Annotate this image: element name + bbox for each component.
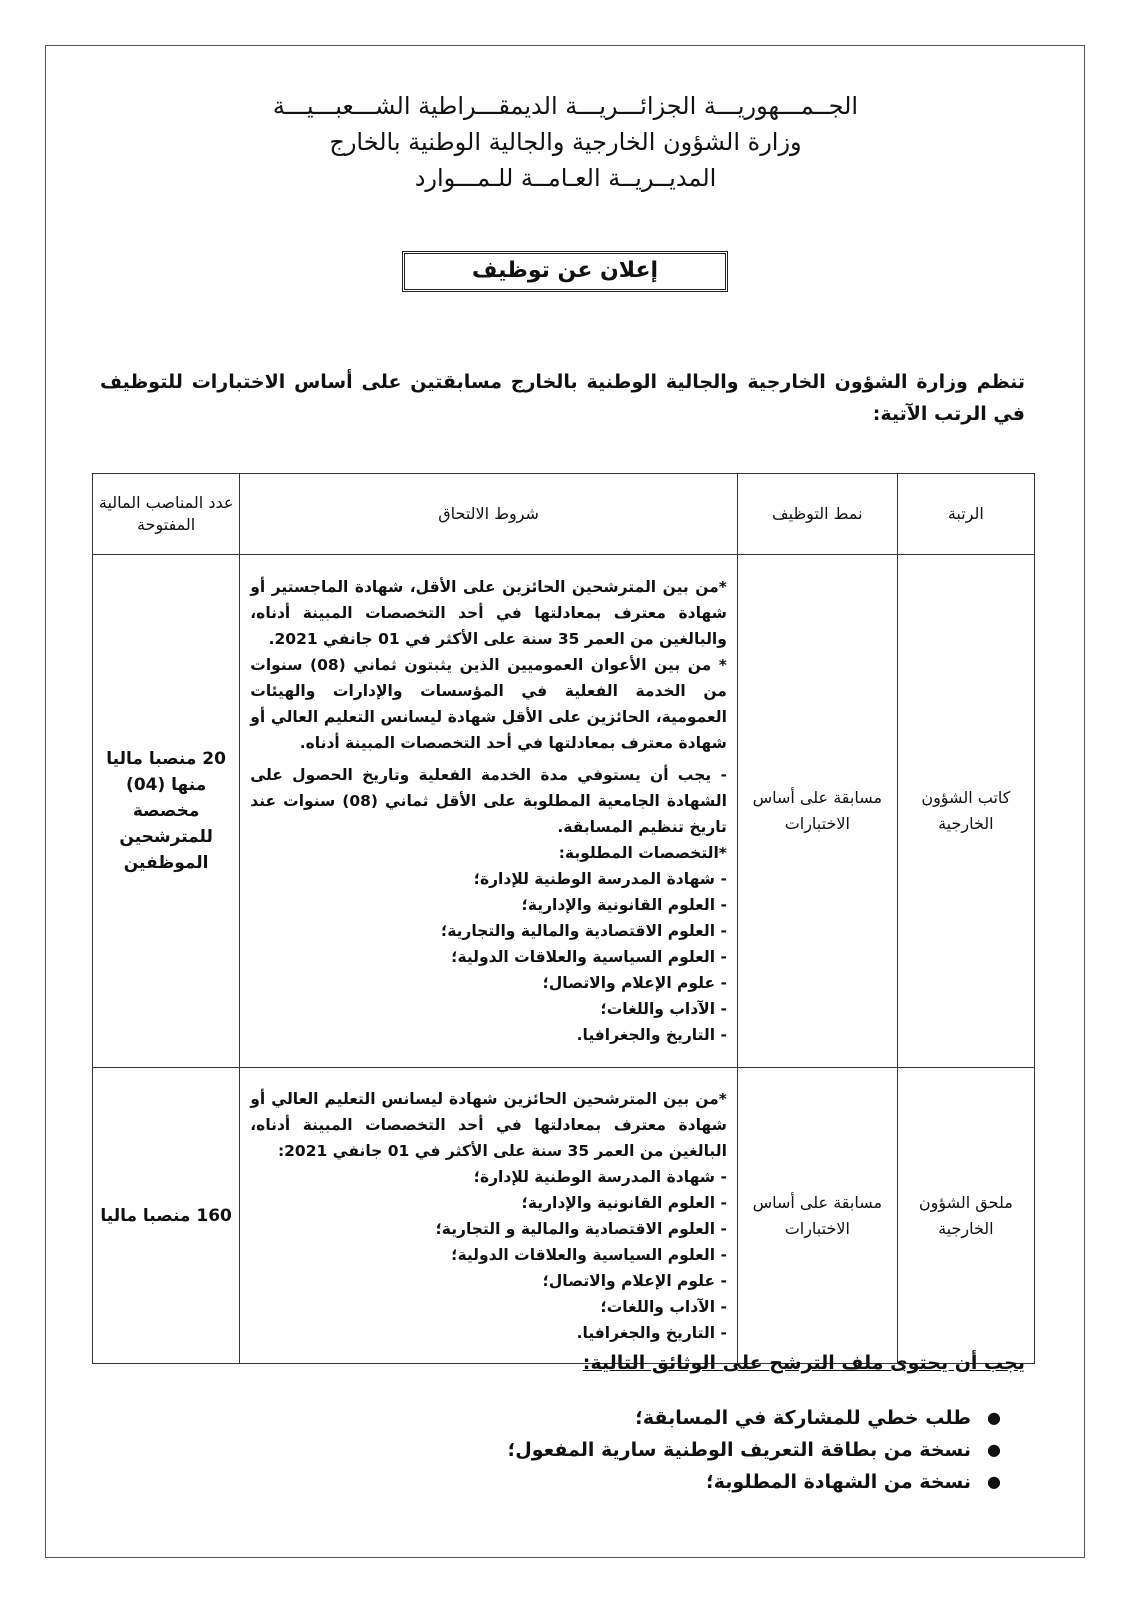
count-cell: 160 منصبا ماليا xyxy=(93,1068,240,1364)
table-row xyxy=(93,555,1035,1068)
list-item xyxy=(508,1402,1001,1434)
bullet-icon: ● xyxy=(987,1408,1001,1427)
header-republic: الجــمـــهوريـــة الجزائـــريـــة الديمقـــراطية الشـــعبـــيـــة xyxy=(272,92,859,120)
documents-title: يجب أن يحتوى ملف الترشح على الوثائق التالية: xyxy=(582,1352,1025,1374)
list-item xyxy=(507,1434,1001,1466)
list-item: - التاريخ والجغرافيا. xyxy=(250,1022,727,1048)
mode-cell: مسابقة على أساس الاختبارات xyxy=(737,555,897,1068)
specialties-list xyxy=(250,866,727,1048)
condition-paragraph: *من بين المترشحين الحائزين على الأقل، شهادة الماجستير أو شهادة معترف بمعادلتها في أحد التخصصات المبينة أدناه، والبالغين من العمر 35 سنة على الأكثر في 01 جانفي 2021. xyxy=(250,578,727,648)
document-item: نسخة من الشهادة المطلوبة؛ xyxy=(706,1471,971,1493)
list-item: - العلوم الاقتصادية والمالية و التجارية؛ xyxy=(250,1216,727,1242)
specialties-list xyxy=(250,1164,727,1346)
list-item: - الآداب واللغات؛ xyxy=(250,1294,727,1320)
list-item: - شهادة المدرسة الوطنية للإدارة؛ xyxy=(250,866,727,892)
header-count: عدد المناصب المالية المفتوحة xyxy=(93,474,240,555)
header-mode: نمط التوظيف xyxy=(737,474,897,555)
header-ministry: وزارة الشؤون الخارجية والجالية الوطنية بالخارج xyxy=(329,128,802,156)
list-item xyxy=(508,1466,1001,1498)
condition-paragraph: * من بين الأعوان العموميين الذين يثبتون ثماني (08) سنوات من الخدمة الفعلية في المؤسسات والإدارات والهيئات العمومية، الحائزين على الأقل شهادة ليسانس التعليم العالي أو شهادة معترف بمعادلتها في أحد التخصصات المبينة أدناه. xyxy=(250,656,727,752)
header-conditions: شروط الالتحاق xyxy=(240,474,738,555)
intro-paragraph: تنظم وزارة الشؤون الخارجية والجالية الوطنية بالخارج مسابقتين على أساس الاختبارات للتوظيف في الرتب الآتية: xyxy=(100,371,1025,425)
mode-cell: مسابقة على أساس الاختبارات xyxy=(737,1068,897,1364)
list-item: - العلوم القانونية والإدارية؛ xyxy=(250,1190,727,1216)
table-row xyxy=(93,1068,1035,1364)
document-header xyxy=(0,88,1131,196)
conditions-cell xyxy=(240,1068,738,1364)
list-item: - علوم الإعلام والاتصال؛ xyxy=(250,1268,727,1294)
document-item: نسخة من بطاقة التعريف الوطنية سارية المفعول؛ xyxy=(507,1439,971,1461)
rank-cell: كاتب الشؤون الخارجية xyxy=(897,555,1034,1068)
announcement-title: إعلان عن توظيف xyxy=(402,251,728,292)
specialties-title: *التخصصات المطلوبة: xyxy=(558,844,727,862)
document-item: طلب خطي للمشاركة في المسابقة؛ xyxy=(635,1407,971,1429)
list-item: - العلوم السياسية والعلاقات الدولية؛ xyxy=(250,1242,727,1268)
bullet-icon: ● xyxy=(987,1472,1001,1491)
table-header-row xyxy=(93,474,1035,555)
header-directorate: المديــريــة العـامــة للـمـــوارد xyxy=(414,164,717,192)
positions-table xyxy=(92,473,1035,1364)
conditions-cell xyxy=(240,555,738,1068)
list-item: - علوم الإعلام والاتصال؛ xyxy=(250,970,727,996)
bullet-icon: ● xyxy=(987,1440,1001,1459)
count-cell: 20 منصبا ماليا منها (04) مخصصة للمترشحين الموظفين xyxy=(93,555,240,1068)
list-item: - التاريخ والجغرافيا. xyxy=(250,1320,727,1346)
list-item: - شهادة المدرسة الوطنية للإدارة؛ xyxy=(250,1164,727,1190)
list-item: - الآداب واللغات؛ xyxy=(250,996,727,1022)
header-rank: الرتبة xyxy=(897,474,1034,555)
list-item: - العلوم الاقتصادية والمالية والتجارية؛ xyxy=(250,918,727,944)
list-item: - العلوم السياسية والعلاقات الدولية؛ xyxy=(250,944,727,970)
condition-paragraph: - يجب أن يستوفي مدة الخدمة الفعلية وتاريخ الحصول على الشهادة الجامعية المطلوبة على الأقل ثماني (08) سنوات عند تاريخ تنظيم المسابقة. xyxy=(250,766,727,836)
rank-cell: ملحق الشؤون الخارجية xyxy=(897,1068,1034,1364)
list-item: - العلوم القانونية والإدارية؛ xyxy=(250,892,727,918)
documents-list xyxy=(507,1402,1001,1498)
condition-paragraph: *من بين المترشحين الحائزين شهادة ليسانس التعليم العالي أو شهادة معترف بمعادلتها في أحد التخصصات المبينة أدناه، البالغين من العمر 35 سنة على الأكثر في 01 جانفي 2021: xyxy=(250,1089,727,1160)
